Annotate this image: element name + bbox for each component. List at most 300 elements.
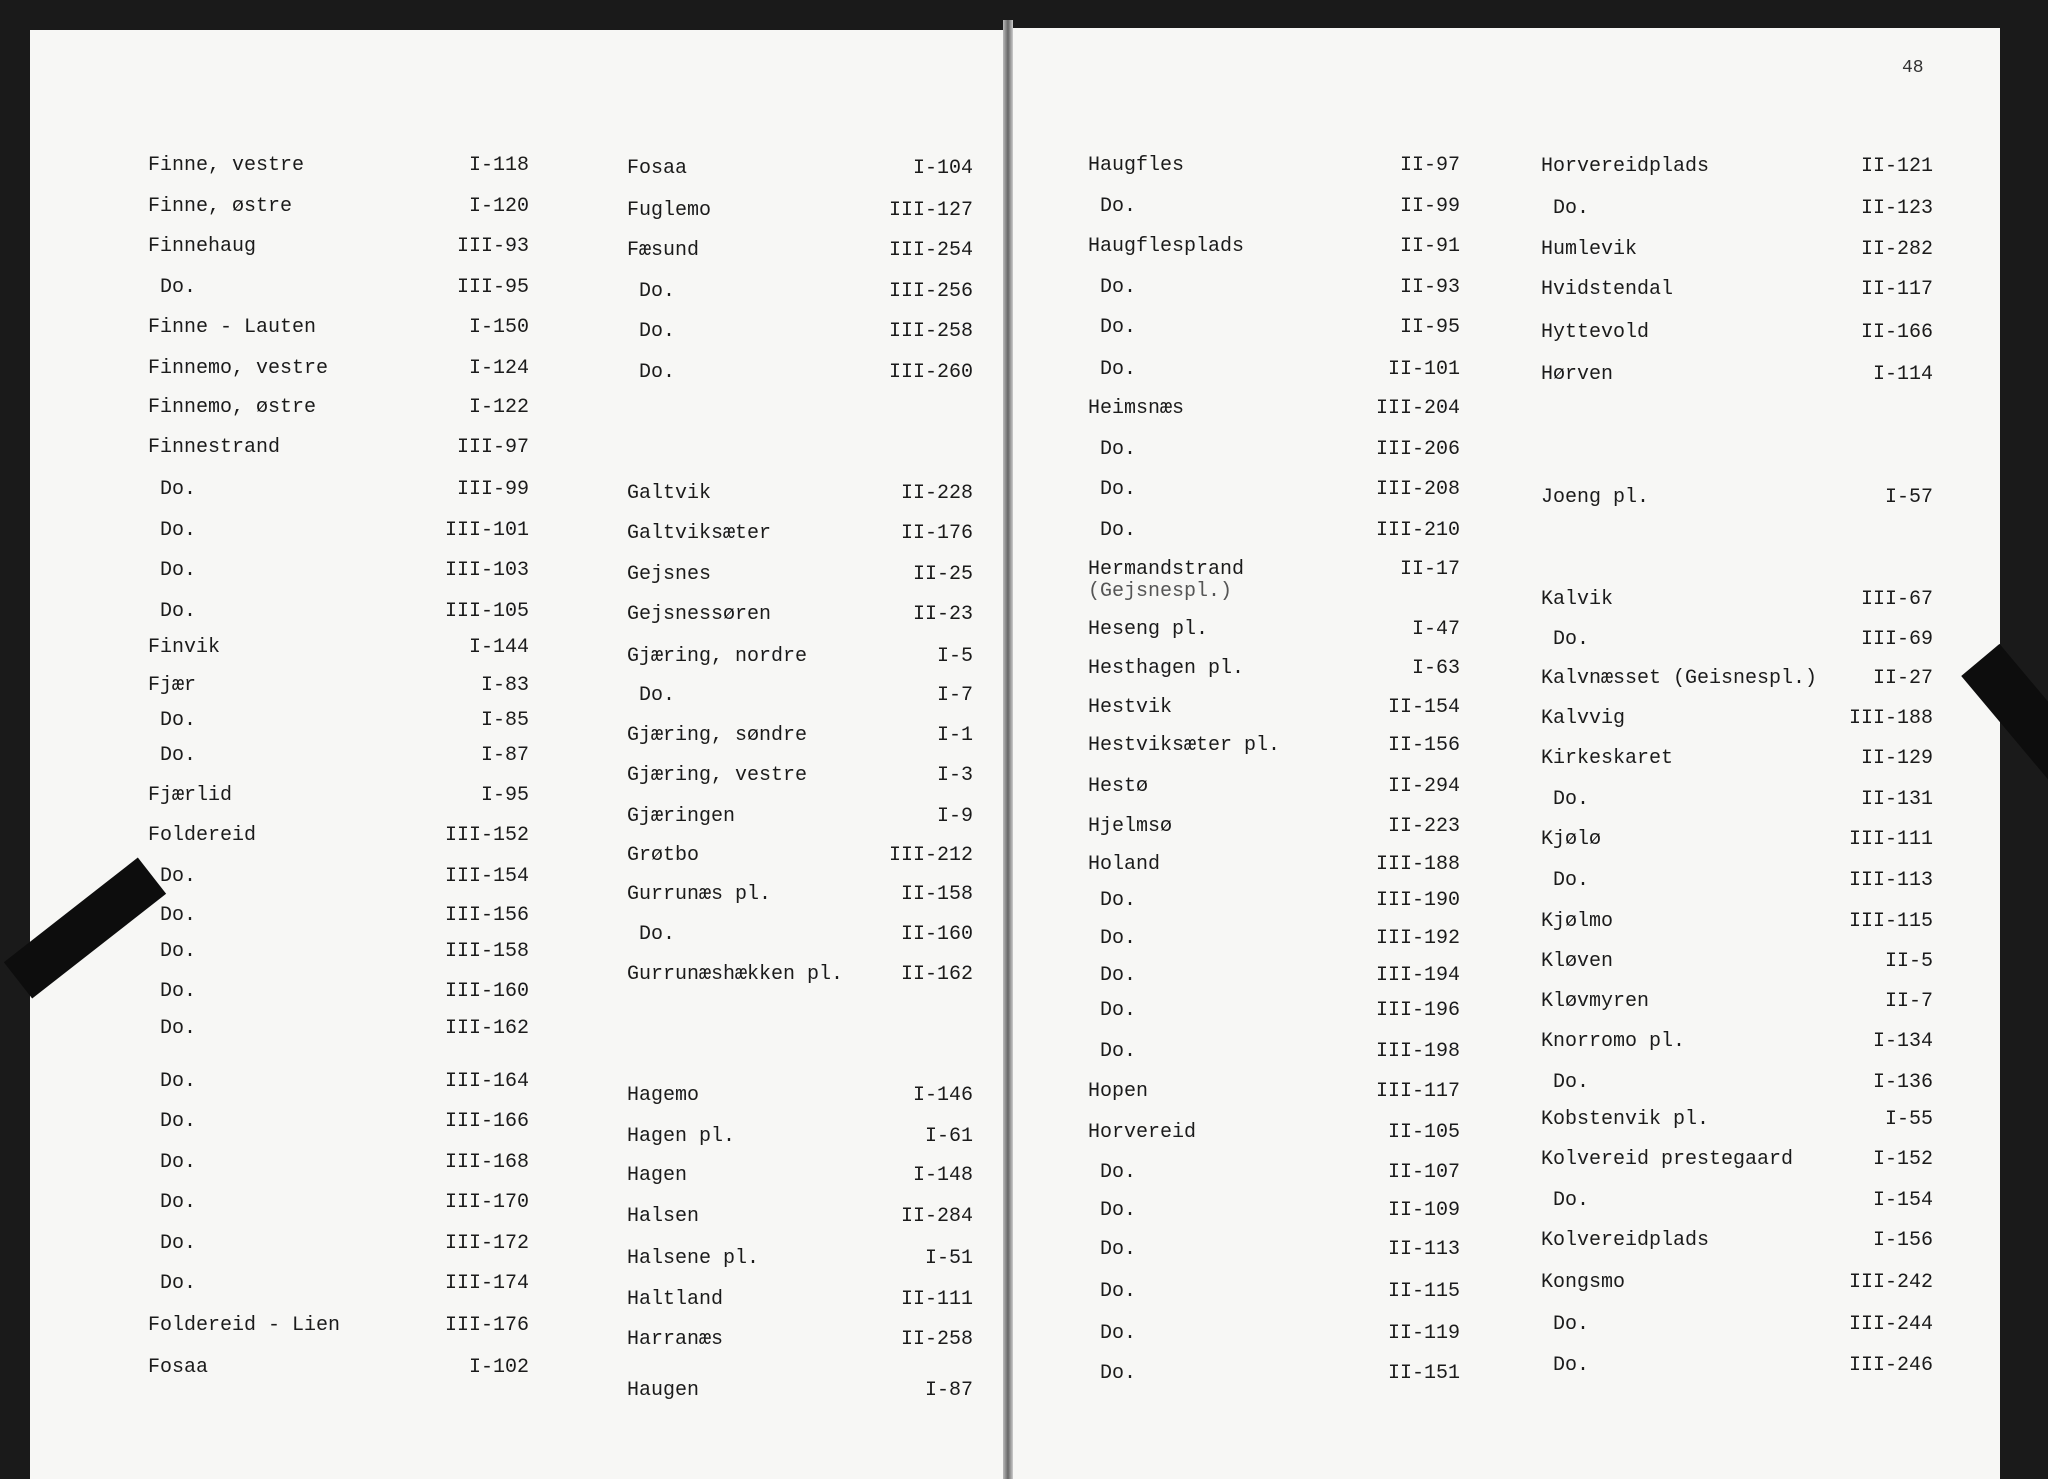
entry-reference: I-87 <box>480 744 529 767</box>
entry-name-text: Do. <box>160 1151 197 1174</box>
entry-name-text: Hjelmsø <box>1088 815 1173 838</box>
entry-name-text: Heimsnæs <box>1088 397 1185 420</box>
entry-reference: I-1 <box>936 724 973 747</box>
entry-name-text: Do. <box>160 744 197 767</box>
entry-reference: III-254 <box>888 239 973 262</box>
entry-name <box>627 765 807 787</box>
entry-subtitle: (Gejsnespl.) <box>1088 580 1233 603</box>
entry-name-text: Kløven <box>1541 950 1614 973</box>
entry-name <box>160 710 196 732</box>
entry-name-text: Hermandstrand <box>1088 558 1245 581</box>
entry-reference: III-170 <box>444 1191 529 1214</box>
entry-reference: I-5 <box>936 645 973 668</box>
entry-name-text: Holand <box>1088 853 1161 876</box>
entry-name <box>627 845 699 867</box>
entry-name <box>1553 1190 1589 1212</box>
entry-name <box>1553 1072 1589 1094</box>
entry-name-text: Finnehaug <box>148 235 257 258</box>
entry-reference: I-150 <box>468 316 529 339</box>
entry-reference: III-105 <box>444 600 529 623</box>
entry-name-text: Do. <box>1100 195 1137 218</box>
entry-name <box>148 675 196 697</box>
entry-reference: III-154 <box>444 865 529 888</box>
entry-name <box>1541 668 1817 690</box>
entry-name <box>1100 890 1136 912</box>
entry-reference: III-174 <box>444 1272 529 1295</box>
entry-reference: III-67 <box>1860 588 1933 611</box>
entry-reference: I-55 <box>1884 1108 1933 1131</box>
entry-name <box>160 560 196 582</box>
entry-name-text: Haugflesplads <box>1088 235 1245 258</box>
entry-name-text: Gjæring, søndre <box>627 724 808 747</box>
entry-reference: I-154 <box>1872 1189 1933 1212</box>
entry-name-text: Gurrunæs pl. <box>627 883 772 906</box>
entry-name-text: Do. <box>639 280 676 303</box>
entry-reference: II-105 <box>1387 1121 1460 1144</box>
entry-reference: III-101 <box>444 519 529 542</box>
entry-name-text: Haugen <box>627 1379 700 1402</box>
entry-name-text: Fosaa <box>627 157 688 180</box>
entry-name-text: Do. <box>160 1070 197 1093</box>
entry-name-text: Haltland <box>627 1288 724 1311</box>
entry-name-text: Do. <box>1100 927 1137 950</box>
entry-reference: III-103 <box>444 559 529 582</box>
entry-reference: II-101 <box>1387 358 1460 381</box>
entry-name <box>160 520 196 542</box>
entry-name <box>1100 277 1136 299</box>
entry-name-text: Hestvik <box>1088 696 1173 719</box>
entry-name <box>1088 1081 1148 1103</box>
entry-reference: II-17 <box>1399 558 1460 581</box>
entry-reference: III-93 <box>456 235 529 258</box>
entry-name <box>160 479 196 501</box>
entry-reference: III-99 <box>456 478 529 501</box>
entry-name <box>160 745 196 767</box>
page-number: 48 <box>1902 58 1924 78</box>
entry-name-text: Galtviksæter <box>627 522 772 545</box>
entry-name <box>1100 928 1136 950</box>
entry-reference: II-23 <box>912 603 973 626</box>
entry-name <box>148 1357 208 1379</box>
entry-reference: I-83 <box>480 674 529 697</box>
entry-name <box>1100 479 1136 501</box>
entry-reference: III-192 <box>1375 927 1460 950</box>
entry-name <box>627 1289 723 1311</box>
entry-name <box>160 277 196 299</box>
entry-name <box>1088 735 1280 757</box>
entry-name-text: Foldereid <box>148 824 257 847</box>
entry-name <box>1088 619 1208 641</box>
entry-name-text: Hagen <box>627 1164 688 1187</box>
entry-name <box>627 1329 723 1351</box>
entry-reference: II-115 <box>1387 1280 1460 1303</box>
entry-name-text: Do. <box>160 1110 197 1133</box>
entry-name <box>1541 364 1613 386</box>
entry-name-text: Gurrunæshækken pl. <box>627 963 844 986</box>
entry-name-text: Do. <box>1553 1313 1590 1336</box>
entry-reference: II-151 <box>1387 1362 1460 1385</box>
entry-name-text: Hagemo <box>627 1084 700 1107</box>
entry-name <box>627 964 843 986</box>
entry-name-text: Do. <box>1100 1238 1137 1261</box>
entry-name-text: Do. <box>639 684 676 707</box>
entry-name <box>1553 870 1589 892</box>
entry-name <box>148 155 304 177</box>
entry-name <box>627 884 771 906</box>
entry-name <box>148 358 328 380</box>
entry-name <box>1100 439 1136 461</box>
entry-reference: III-168 <box>444 1151 529 1174</box>
entry-name <box>148 317 316 339</box>
entry-reference: III-244 <box>1848 1313 1933 1336</box>
entry-name <box>1541 156 1709 178</box>
entry-reference: II-160 <box>900 923 973 946</box>
entry-name-text: Do. <box>160 1191 197 1214</box>
entry-name <box>627 483 711 505</box>
entry-reference: II-156 <box>1387 734 1460 757</box>
entry-reference: II-109 <box>1387 1199 1460 1222</box>
entry-reference: I-61 <box>924 1125 973 1148</box>
entry-reference: II-162 <box>900 963 973 986</box>
entry-name <box>639 924 675 946</box>
entry-name <box>1088 155 1184 177</box>
entry-reference: III-196 <box>1375 999 1460 1022</box>
entry-name <box>160 1233 196 1255</box>
entry-name <box>1541 1031 1685 1053</box>
entry-name-text: Do. <box>1100 276 1137 299</box>
entry-reference: I-7 <box>936 684 973 707</box>
entry-reference: III-188 <box>1375 853 1460 876</box>
entry-reference: III-242 <box>1848 1271 1933 1294</box>
entry-reference: III-176 <box>444 1314 529 1337</box>
entry-name <box>160 866 196 888</box>
entry-name <box>1541 279 1673 301</box>
entry-reference: III-258 <box>888 320 973 343</box>
entry-name-text: Gejsnes <box>627 563 712 586</box>
entry-name <box>1088 854 1160 876</box>
entry-name <box>627 1165 687 1187</box>
entry-reference: I-148 <box>912 1164 973 1187</box>
entry-name <box>1553 1355 1589 1377</box>
entry-reference: III-206 <box>1375 438 1460 461</box>
entry-name-text: Heseng pl. <box>1088 618 1209 641</box>
entry-name-text: Fosaa <box>148 1356 209 1379</box>
entry-name <box>627 200 711 222</box>
entry-name-text: Gjæring, vestre <box>627 764 808 787</box>
entry-name <box>160 1192 196 1214</box>
entry-name-text: Do. <box>1100 1199 1137 1222</box>
entry-name-text: Fjær <box>148 674 197 697</box>
entry-name <box>639 685 675 707</box>
entry-name-text: Hyttevold <box>1541 321 1650 344</box>
entry-name <box>1088 658 1244 680</box>
entry-reference: I-87 <box>924 1379 973 1402</box>
entry-reference: III-246 <box>1848 1354 1933 1377</box>
entry-reference: II-119 <box>1387 1322 1460 1345</box>
entry-name-text: Kalvnæsset (Geisnespl.) <box>1541 667 1818 690</box>
entry-reference: II-25 <box>912 563 973 586</box>
entry-name <box>160 981 196 1003</box>
entry-name <box>160 1152 196 1174</box>
entry-name <box>1541 708 1625 730</box>
entry-name <box>148 397 316 419</box>
entry-name-text: Do. <box>1553 1071 1590 1094</box>
entry-name <box>1541 322 1649 344</box>
entry-name <box>627 1126 735 1148</box>
entry-name-text: Hestviksæter pl. <box>1088 734 1281 757</box>
entry-reference: II-154 <box>1387 696 1460 719</box>
entry-reference: I-9 <box>936 805 973 828</box>
entry-name-text: Finnestrand <box>148 436 281 459</box>
entry-name <box>1088 1122 1196 1144</box>
entry-reference: III-97 <box>456 436 529 459</box>
entry-name <box>1541 589 1613 611</box>
entry-name <box>160 1018 196 1040</box>
entry-name <box>1100 1162 1136 1184</box>
entry-name-text: Finne, vestre <box>148 154 305 177</box>
entry-reference: II-7 <box>1884 990 1933 1013</box>
entry-name <box>627 604 771 626</box>
entry-reference: III-190 <box>1375 889 1460 912</box>
entry-reference: III-162 <box>444 1017 529 1040</box>
entry-name <box>1088 776 1148 798</box>
entry-name <box>1100 196 1136 218</box>
entry-reference: III-158 <box>444 940 529 963</box>
entry-name-text: Do. <box>639 361 676 384</box>
entry-name <box>148 1315 340 1337</box>
entry-name-text: Kjølmo <box>1541 910 1614 933</box>
entry-reference: III-194 <box>1375 964 1460 987</box>
entry-name-text: Do. <box>1100 964 1137 987</box>
entry-name <box>160 1273 196 1295</box>
entry-name-text: Kobstenvik pl. <box>1541 1108 1710 1131</box>
entry-name-text: Do. <box>639 320 676 343</box>
entry-reference: I-120 <box>468 195 529 218</box>
entry-name <box>627 158 687 180</box>
entry-name <box>627 1085 699 1107</box>
entry-name <box>627 806 735 828</box>
entry-reference: III-115 <box>1848 910 1933 933</box>
entry-reference: I-136 <box>1872 1071 1933 1094</box>
entry-name-text: Do. <box>160 600 197 623</box>
entry-name-text: Gjæring, nordre <box>627 645 808 668</box>
entry-name <box>639 321 675 343</box>
entry-reference: II-99 <box>1399 195 1460 218</box>
entry-reference: III-256 <box>888 280 973 303</box>
entry-name-text: Hesthagen pl. <box>1088 657 1245 680</box>
entry-name <box>160 1111 196 1133</box>
entry-name-text: Do. <box>1553 1354 1590 1377</box>
entry-name-text: Gjæringen <box>627 805 736 828</box>
entry-name <box>1100 1200 1136 1222</box>
entry-name-text: Hagen pl. <box>627 1125 736 1148</box>
entry-name-text: Do. <box>1553 1189 1590 1212</box>
entry-name <box>627 523 771 545</box>
entry-name-text: Haugfles <box>1088 154 1185 177</box>
entry-name-text: Finnemo, østre <box>148 396 317 419</box>
entry-name-text: Do. <box>1100 1040 1137 1063</box>
entry-name <box>1541 487 1649 509</box>
entry-reference: III-204 <box>1375 397 1460 420</box>
entry-name-text: Do. <box>1100 316 1137 339</box>
entry-name-text: Kjølø <box>1541 828 1602 851</box>
entry-name <box>627 564 711 586</box>
entry-reference: III-212 <box>888 844 973 867</box>
entry-name <box>1541 991 1649 1013</box>
entry-name <box>627 725 807 747</box>
entry-reference: III-188 <box>1848 707 1933 730</box>
entry-name-text: Do. <box>1553 628 1590 651</box>
entry-name-text: Do. <box>1100 438 1137 461</box>
entry-name-text: Galtvik <box>627 482 712 505</box>
entry-name-text: Grøtbo <box>627 844 700 867</box>
entry-name-text: Do. <box>1100 1280 1137 1303</box>
entry-name <box>160 905 196 927</box>
entry-name <box>1088 398 1184 420</box>
entry-reference: I-134 <box>1872 1030 1933 1053</box>
entry-name <box>1541 239 1637 261</box>
entry-reference: III-198 <box>1375 1040 1460 1063</box>
entry-name-text: Kalvvig <box>1541 707 1626 730</box>
entry-name <box>1100 317 1136 339</box>
entry-reference: III-166 <box>444 1110 529 1133</box>
entry-reference: III-210 <box>1375 519 1460 542</box>
entry-reference: II-107 <box>1387 1161 1460 1184</box>
entry-name-text: Joeng pl. <box>1541 486 1650 509</box>
entry-reference: I-124 <box>468 357 529 380</box>
entry-name <box>1100 1239 1136 1261</box>
entry-name <box>627 646 807 668</box>
entry-reference: III-95 <box>456 276 529 299</box>
entry-name <box>1100 965 1136 987</box>
entry-reference: I-95 <box>480 784 529 807</box>
entry-name-text: Do. <box>1553 869 1590 892</box>
entry-name <box>1100 520 1136 542</box>
entry-name <box>148 825 256 847</box>
entry-reference: II-95 <box>1399 316 1460 339</box>
entry-reference: II-117 <box>1860 278 1933 301</box>
entry-name <box>1100 1363 1136 1385</box>
entry-reference: II-176 <box>900 522 973 545</box>
entry-name-text: Do. <box>1100 1161 1137 1184</box>
entry-name-text: Humlevik <box>1541 238 1638 261</box>
entry-reference: II-223 <box>1387 815 1460 838</box>
entry-reference: II-282 <box>1860 238 1933 261</box>
entry-name-text: Halsene pl. <box>627 1247 760 1270</box>
entry-reference: II-27 <box>1872 667 1933 690</box>
entry-name <box>148 637 220 659</box>
entry-reference: III-260 <box>888 361 973 384</box>
entry-name <box>1541 829 1601 851</box>
entry-name-text: Do. <box>1100 478 1137 501</box>
entry-reference: II-294 <box>1387 775 1460 798</box>
entry-name <box>627 1206 699 1228</box>
entry-name-text: Kongsmo <box>1541 1271 1626 1294</box>
entry-reference: II-284 <box>900 1205 973 1228</box>
entry-reference: I-118 <box>468 154 529 177</box>
entry-reference: III-172 <box>444 1232 529 1255</box>
entry-name <box>627 1248 759 1270</box>
entry-reference: III-127 <box>888 199 973 222</box>
entry-reference: III-156 <box>444 904 529 927</box>
entry-reference: III-208 <box>1375 478 1460 501</box>
entry-reference: II-121 <box>1860 155 1933 178</box>
entry-reference: II-131 <box>1860 788 1933 811</box>
entry-name <box>148 236 256 258</box>
entry-name <box>1541 1149 1793 1171</box>
entry-reference: I-114 <box>1872 363 1933 386</box>
entry-name <box>148 437 280 459</box>
entry-name-text: Do. <box>160 1017 197 1040</box>
entry-name-text: Do. <box>1553 788 1590 811</box>
entry-reference: I-47 <box>1411 618 1460 641</box>
entry-name-text: Hørven <box>1541 363 1614 386</box>
entry-reference: II-5 <box>1884 950 1933 973</box>
entry-name <box>160 941 196 963</box>
entry-name <box>1100 1041 1136 1063</box>
entry-name-text: Finnemo, vestre <box>148 357 329 380</box>
entry-reference: I-144 <box>468 636 529 659</box>
entry-name-text: Do. <box>160 1272 197 1295</box>
entry-name-text: Do. <box>1100 1362 1137 1385</box>
book-gutter <box>1003 20 1013 1479</box>
entry-reference: I-85 <box>480 709 529 732</box>
entry-name-text: Kalvik <box>1541 588 1614 611</box>
entry-reference: III-113 <box>1848 869 1933 892</box>
entry-name-text: Do. <box>1553 197 1590 220</box>
entry-name-text: Do. <box>160 1232 197 1255</box>
entry-reference: I-122 <box>468 396 529 419</box>
entry-name-text: Do. <box>1100 889 1137 912</box>
entry-name <box>639 362 675 384</box>
entry-name <box>1541 951 1613 973</box>
entry-reference: II-111 <box>900 1288 973 1311</box>
entry-name <box>1553 789 1589 811</box>
entry-reference: I-102 <box>468 1356 529 1379</box>
entry-reference: II-166 <box>1860 321 1933 344</box>
entry-reference: III-164 <box>444 1070 529 1093</box>
entry-reference: I-156 <box>1872 1229 1933 1252</box>
entry-name <box>1100 359 1136 381</box>
entry-name-text: Foldereid - Lien <box>148 1314 341 1337</box>
entry-reference: II-258 <box>900 1328 973 1351</box>
entry-name <box>1541 748 1673 770</box>
entry-name-text: Do. <box>160 519 197 542</box>
entry-reference: III-152 <box>444 824 529 847</box>
entry-name-text: Harranæs <box>627 1328 724 1351</box>
entry-name-text: Do. <box>1100 519 1137 542</box>
entry-name <box>1553 1314 1589 1336</box>
entry-name-text: Do. <box>160 940 197 963</box>
entry-reference: II-228 <box>900 482 973 505</box>
entry-name-text: Hopen <box>1088 1080 1149 1103</box>
entry-name-text: Do. <box>1100 999 1137 1022</box>
entry-reference: I-51 <box>924 1247 973 1270</box>
entry-reference: II-97 <box>1399 154 1460 177</box>
entry-name-text: Knorromo pl. <box>1541 1030 1686 1053</box>
entry-name <box>1541 1109 1709 1131</box>
entry-reference: II-91 <box>1399 235 1460 258</box>
entry-reference: I-152 <box>1872 1148 1933 1171</box>
entry-reference: II-129 <box>1860 747 1933 770</box>
entry-name-text: Do. <box>160 478 197 501</box>
entry-name <box>1100 1281 1136 1303</box>
entry-name <box>627 240 699 262</box>
entry-name-text: Kirkeskaret <box>1541 747 1674 770</box>
entry-name-text: Gejsnessøren <box>627 603 772 626</box>
entry-name <box>148 785 232 807</box>
entry-reference: III-117 <box>1375 1080 1460 1103</box>
